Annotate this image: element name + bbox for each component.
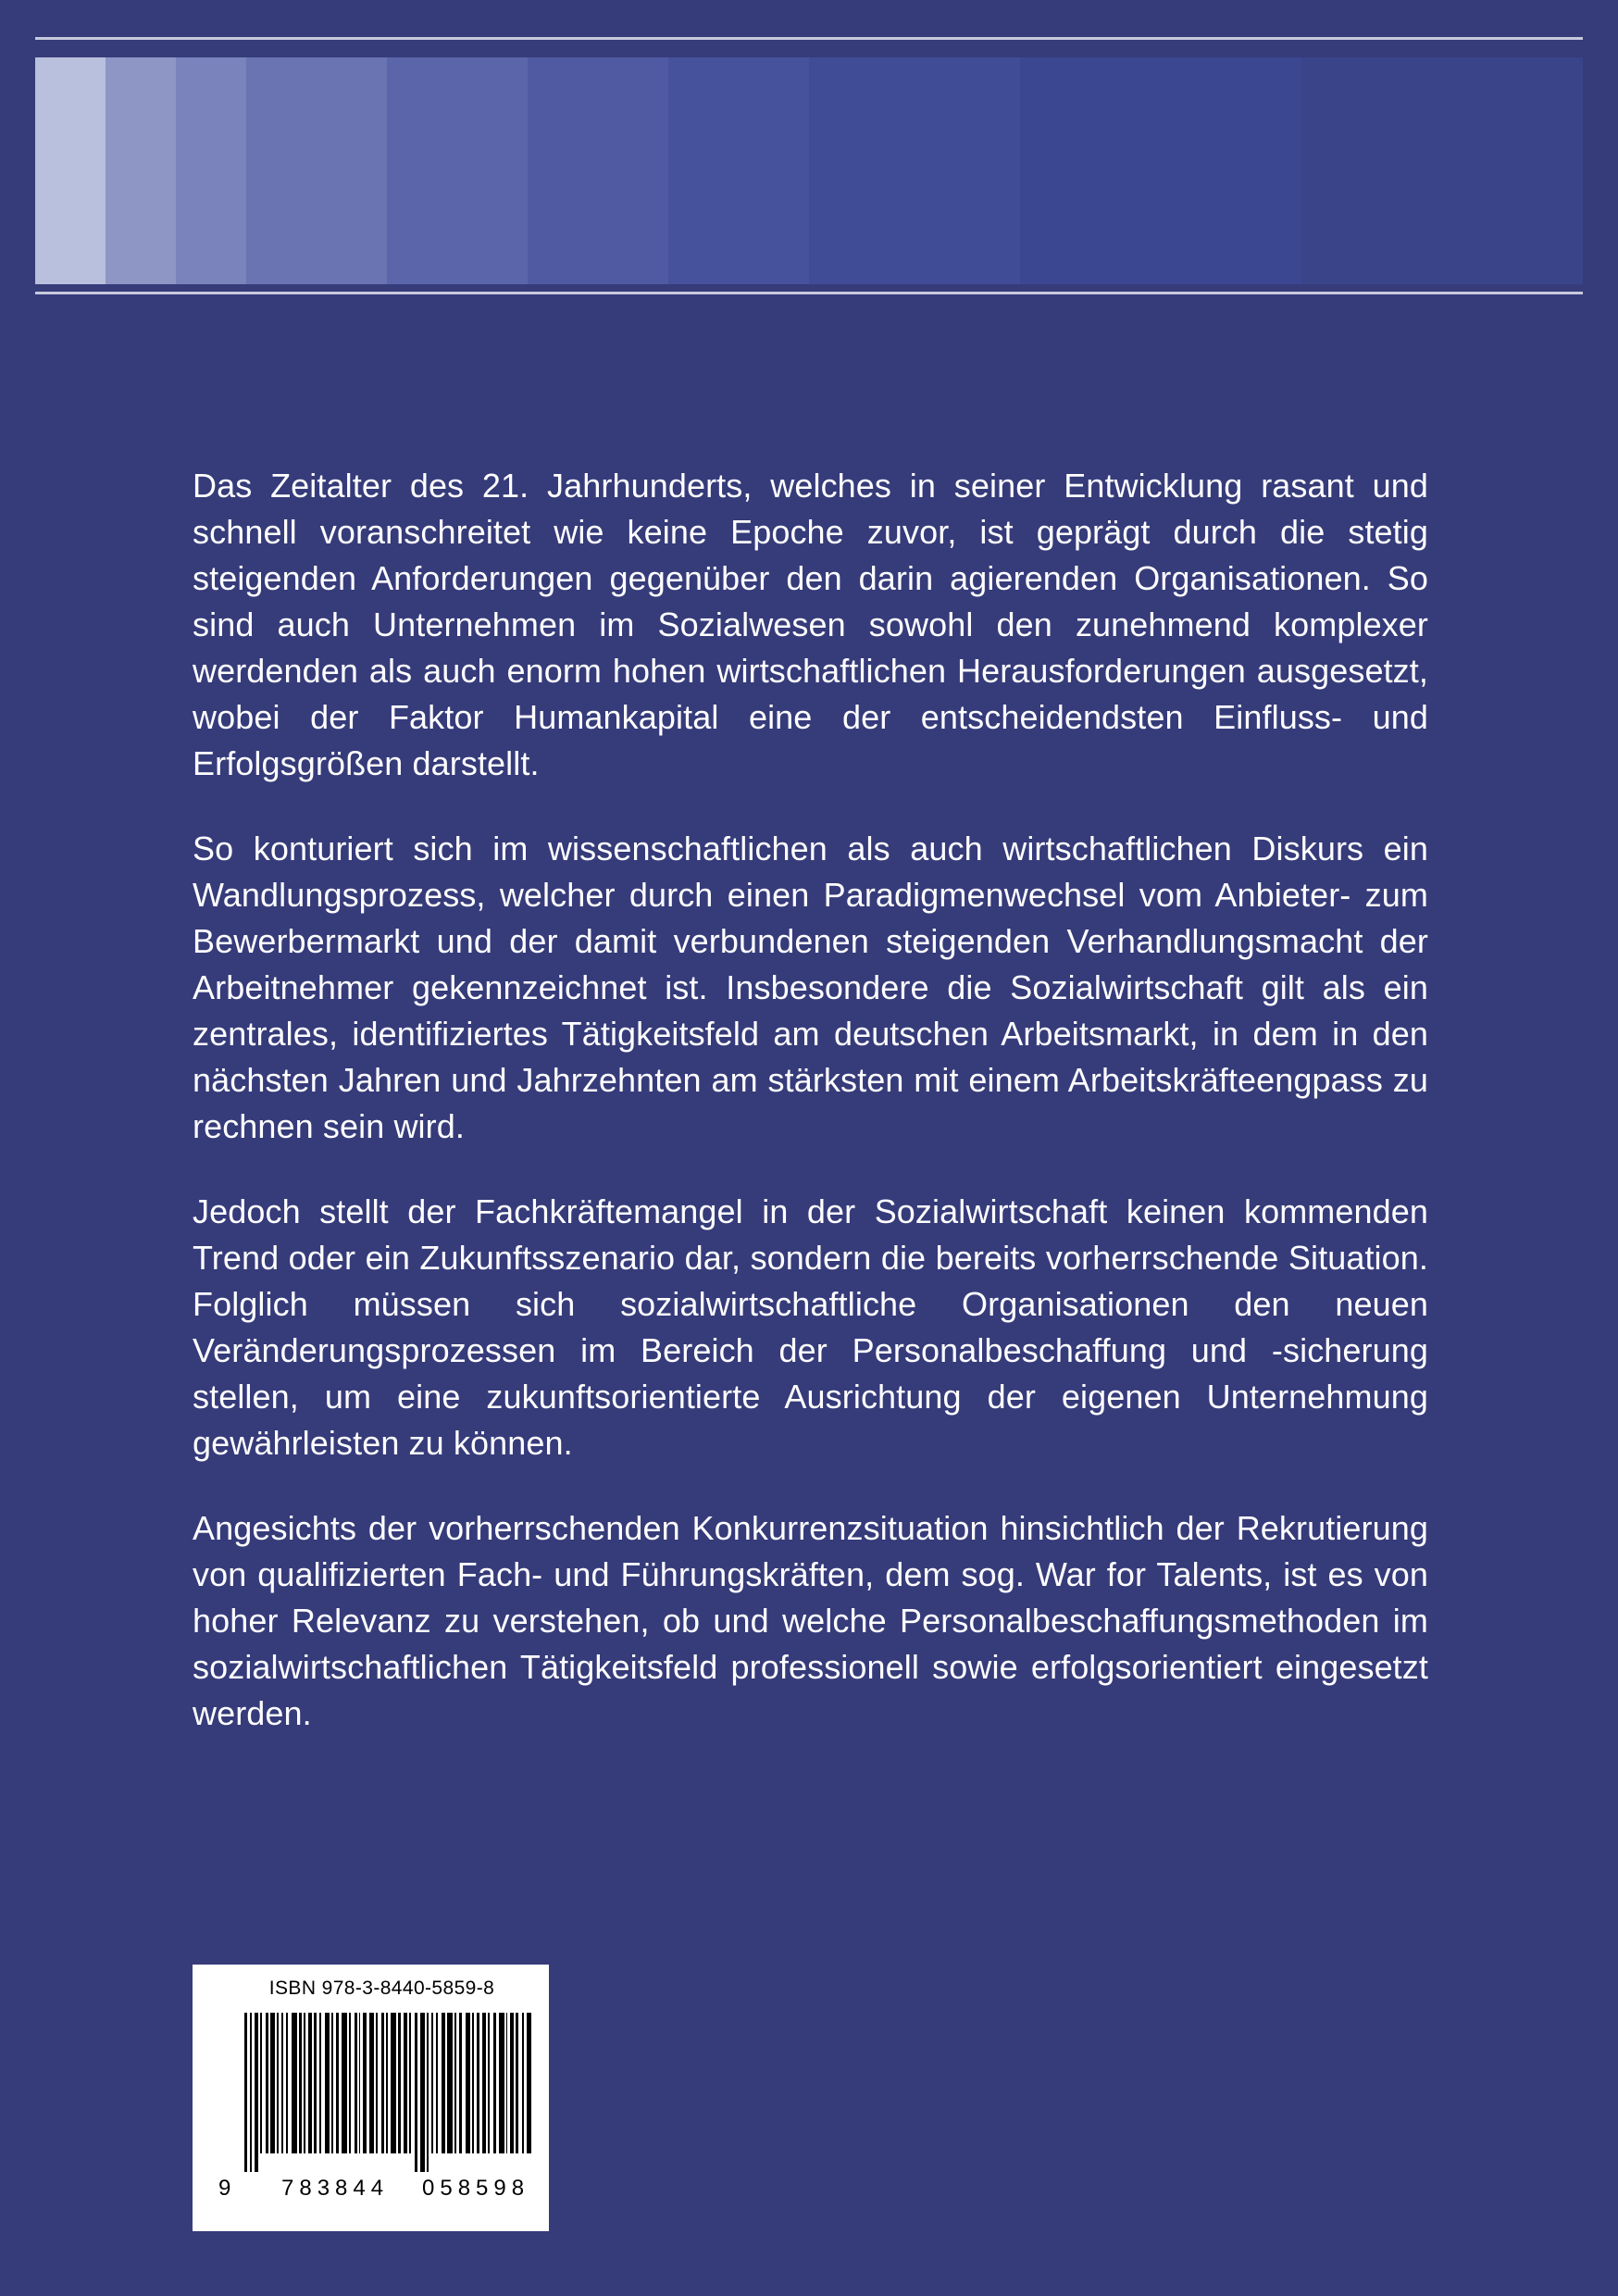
barcode-bar <box>299 2013 302 2153</box>
barcode-bar <box>404 2013 407 2153</box>
barcode-bar <box>459 2013 462 2153</box>
stripe-segment <box>176 57 246 284</box>
barcode-bar <box>493 2013 496 2153</box>
barcode-bar <box>391 2013 396 2153</box>
barcode-bar <box>409 2013 411 2153</box>
barcode-bar <box>427 2013 429 2172</box>
barcode-bar <box>527 2013 531 2153</box>
blurb-paragraph: Jedoch stellt der Fachkräftemangel in der Sozialwirtschaft keinen kommenden Trend oder ein Zukunftsszenario dar, sondern die bereits vorherrschende Situation. Folglich müssen sich sozialwirtschaftliche Organisationen den neuen Veränderungsprozessen im Bereich der Personalbeschaffung und -sicherung stellen, um eine zukunftsorientierte Ausrichtung der eigenen Unternehmung gewährleisten zu können. <box>193 1192 1428 1462</box>
barcode-bar <box>292 2013 297 2153</box>
barcode-bar <box>308 2013 312 2153</box>
barcode-bar <box>342 2013 347 2153</box>
barcode-bar <box>466 2013 470 2153</box>
barcode-bar <box>376 2013 378 2153</box>
barcode-bar <box>314 2013 317 2153</box>
stripe-segment <box>106 57 176 284</box>
barcode-bar <box>260 2013 262 2153</box>
barcode-bar <box>363 2013 367 2153</box>
barcode-digit-left: 9 <box>218 2176 231 2201</box>
barcode-bar <box>415 2013 417 2172</box>
barcode-bar <box>398 2013 401 2153</box>
stripe-segment <box>1301 57 1583 284</box>
barcode-digit-group-2: 058598 <box>422 2176 530 2201</box>
stripe-segment <box>528 57 668 284</box>
barcode-bar <box>454 2013 456 2153</box>
cover-header-band <box>0 0 1618 294</box>
barcode-bar <box>436 2013 438 2153</box>
isbn-label: ISBN 978-3-8440-5859-8 <box>268 1978 495 1999</box>
barcode-bar <box>255 2013 258 2172</box>
barcode-bar <box>336 2013 339 2153</box>
barcode-digit-group-1: 783844 <box>281 2176 390 2201</box>
barcode-bar <box>482 2013 486 2153</box>
barcode-bar <box>506 2013 508 2153</box>
blurb-paragraph: Angesichts der vorherrschenden Konkurrenzsituation hinsichtlich der Rekrutierung von qualifizierten Fach- und Führungskräften, dem sog. War for Talents, ist es von hoher Relevanz zu verstehen, ob und welche Personalbeschaffungsmethoden im sozialwirtschaftlichen Tätigkeitsfeld professionell sowie erfolgsorientiert eingesetzt werden. <box>193 1509 1428 1732</box>
barcode-bar <box>266 2013 268 2153</box>
barcode-bar <box>359 2013 361 2153</box>
barcode-bar <box>331 2013 333 2153</box>
barcode-bar <box>349 2013 351 2153</box>
barcode-bar <box>304 2013 305 2153</box>
stripe-segment <box>35 57 106 284</box>
header-rule-bottom <box>35 292 1583 294</box>
stripe-segment <box>387 57 528 284</box>
stripe-pattern <box>35 57 1583 284</box>
barcode-bars <box>244 2013 533 2172</box>
barcode-bar <box>325 2013 330 2153</box>
barcode-bar <box>447 2013 453 2153</box>
barcode-bar <box>381 2013 384 2153</box>
barcode-bar <box>369 2013 374 2153</box>
stripe-segment <box>246 57 387 284</box>
barcode-bar <box>442 2013 445 2153</box>
blurb-paragraph: Das Zeitalter des 21. Jahrhunderts, welches in seiner Entwicklung rasant und schnell voranschreitet wie keine Epoche zuvor, ist geprägt durch die stetig steigenden Anforderungen gegenüber den darin agierenden Organisationen. So sind auch Unternehmen im Sozialwesen sowohl den zunehmend komplexer werdenden als auch enorm hohen wirtschaftlichen Herausforderungen ausgesetzt, wobei der Faktor Humankapital eine der entscheidendsten Einfluss- und Erfolgsgrößen darstellt. <box>193 467 1428 782</box>
stripe-segment <box>668 57 809 284</box>
barcode-bar <box>244 2013 247 2172</box>
barcode-bar <box>386 2013 388 2153</box>
barcode-bar <box>522 2013 524 2153</box>
barcode-bar <box>286 2013 288 2153</box>
barcode-bar <box>319 2013 321 2153</box>
barcode-bar <box>270 2013 275 2153</box>
barcode-bar <box>516 2013 518 2153</box>
header-rule-top <box>35 37 1583 40</box>
barcode-bar <box>281 2013 284 2153</box>
back-cover-blurb <box>193 463 1428 1737</box>
isbn-barcode <box>193 1965 549 2231</box>
blurb-paragraph: So konturiert sich im wissenschaftlichen als auch wirtschaftlichen Diskurs ein Wandlungsprozess, welcher durch einen Paradigmenwechsel vom Anbieter- zum Bewerbermarkt und der damit verbundenen steigenden Verhandlungsmacht der Arbeitnehmer gekennzeichnet ist. Insbesondere die Sozialwirtschaft gilt als ein zentrales, identifiziertes Tätigkeitsfeld am deutschen Arbeitsmarkt, in dem in den nächsten Jahren und Jahrzehnten am stärksten mit einem Arbeitskräfteengpass zu rechnen sein wird. <box>193 830 1428 1145</box>
stripe-segment <box>1020 57 1301 284</box>
barcode-bar <box>510 2013 514 2153</box>
barcode-bar <box>277 2013 279 2153</box>
barcode-bar <box>431 2013 434 2153</box>
barcode-bar <box>477 2013 479 2153</box>
barcode-bar <box>355 2013 357 2153</box>
stripe-segment <box>809 57 1020 284</box>
barcode-bar <box>420 2013 425 2172</box>
barcode-bar <box>472 2013 474 2153</box>
barcode-bar <box>488 2013 490 2153</box>
barcode-bar <box>499 2013 504 2153</box>
barcode-bar <box>250 2013 252 2172</box>
